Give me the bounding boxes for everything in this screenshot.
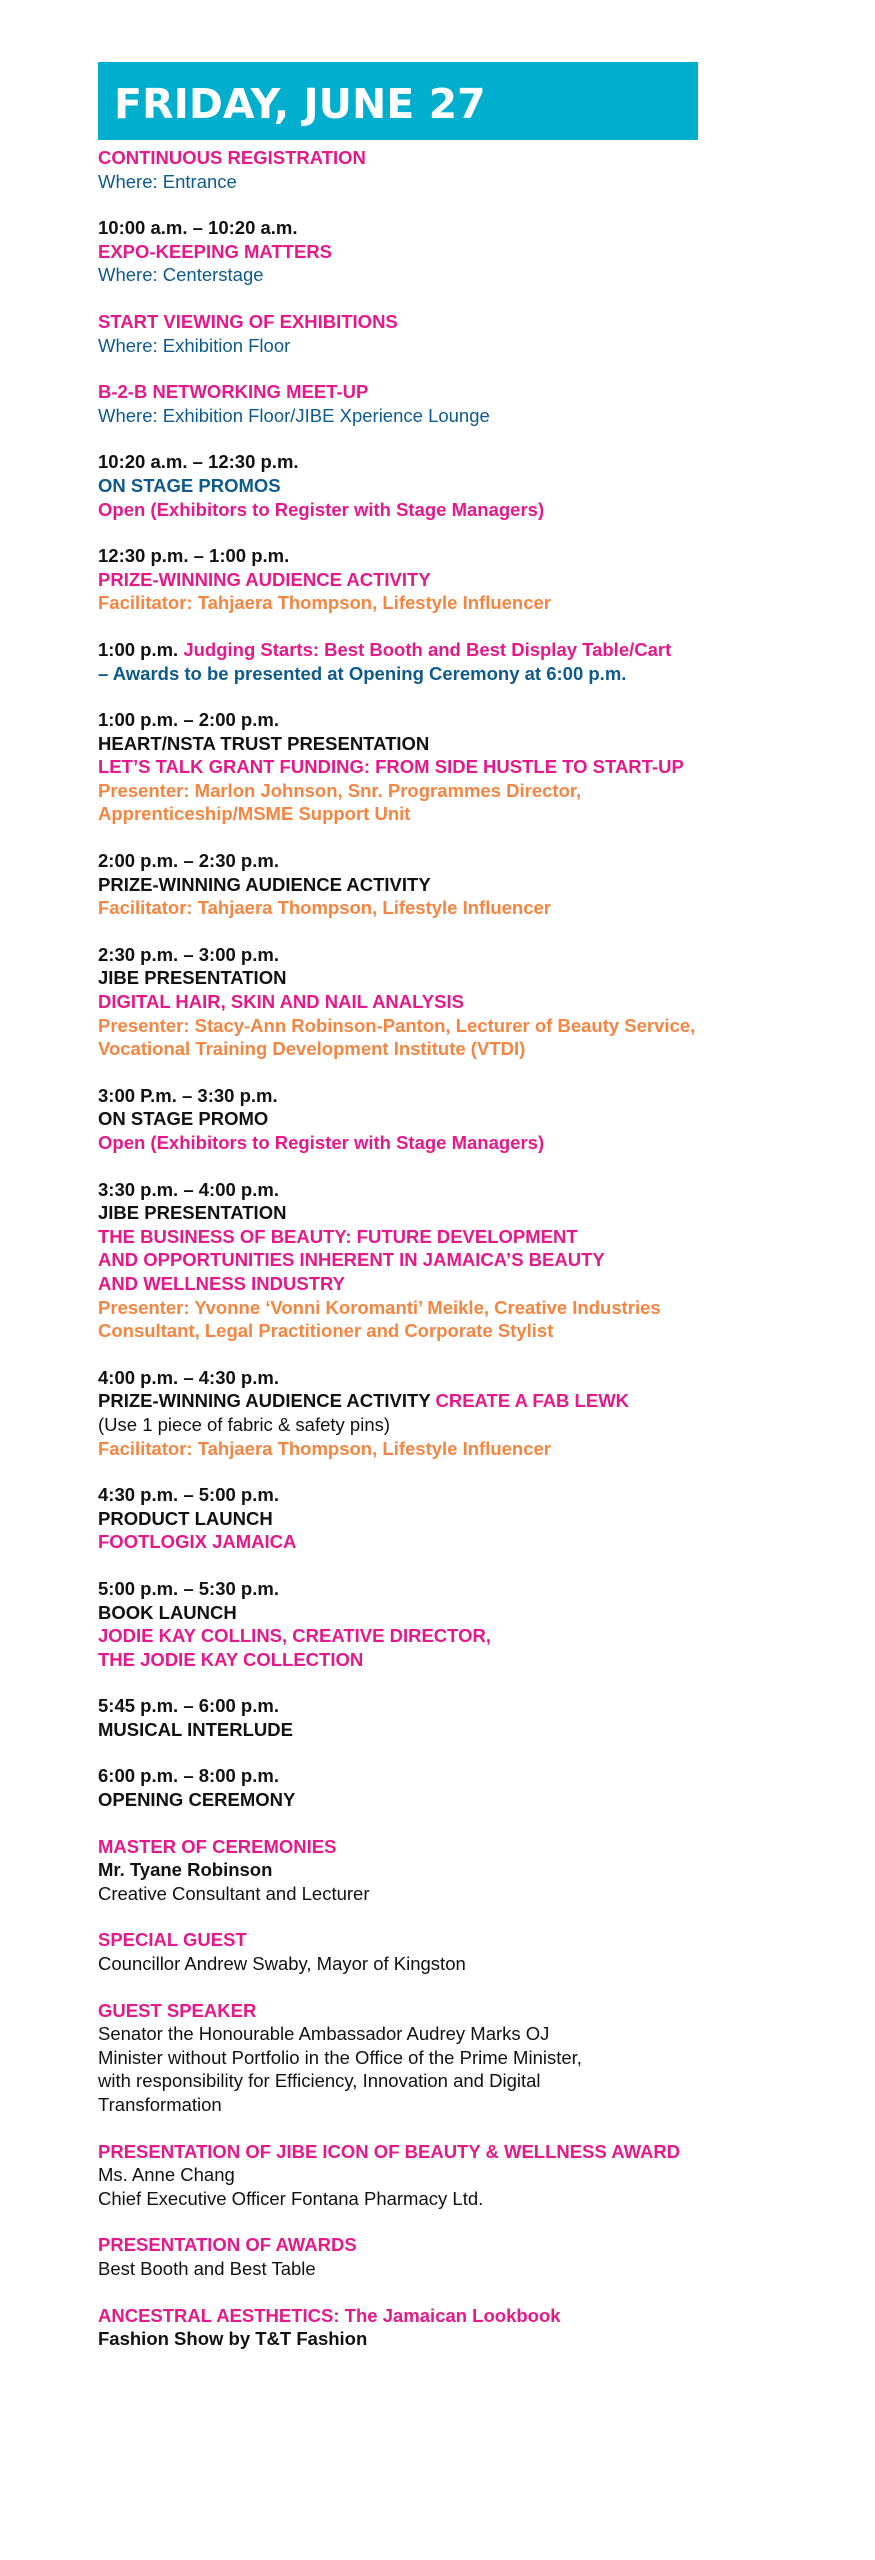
item-time: 10:20 a.m. – 12:30 p.m. [98,451,299,473]
item-location: Where: Exhibition Floor [98,334,291,356]
item-presenter-affiliation: Apprenticeship/MSME Support Unit [98,803,411,825]
item-title: JIBE PRESENTATION [98,967,287,989]
person-name: Mr. Tyane Robinson [98,1859,273,1881]
role-title: ANCESTRAL AESTHETICS: The Jamaican Lookbook [98,2304,561,2326]
item-title: PRODUCT LAUNCH [98,1507,273,1529]
item-note: (Use 1 piece of fabric & safety pins) [98,1413,391,1435]
person-role: Creative Consultant and Lecturer [98,1882,370,1904]
item-presenter: Presenter: Yvonne ‘Vonni Koromanti’ Meikle, Creative Industries [98,1296,661,1318]
person-name: Ms. Anne Chang [98,2164,235,2186]
item-title: ON STAGE PROMO [98,1108,269,1130]
schedule-item-prize-activity-2 [98,849,798,920]
schedule-item-jibe-presentation-1 [98,943,798,1061]
schedule-item-prize-activity-1 [98,544,798,615]
person-role: with responsibility for Efficiency, Innovation and Digital [98,2070,541,2092]
item-title: BOOK LAUNCH [98,1601,237,1623]
item-facilitator: Facilitator: Tahjaera Thompson, Lifestyle Influencer [98,1437,551,1459]
item-location: Where: Entrance [98,170,237,192]
item-time: 5:00 p.m. – 5:30 p.m. [98,1577,279,1599]
show-detail: Fashion Show by T&T Fashion [98,2328,368,2350]
schedule-item-viewing [98,310,798,357]
item-title: PRIZE-WINNING AUDIENCE ACTIVITY [98,1390,436,1412]
item-author: JODIE KAY COLLINS, CREATIVE DIRECTOR, [98,1625,492,1647]
item-title: OPENING CEREMONY [98,1789,296,1811]
item-time: 1:00 p.m. [98,638,184,660]
schedule-item-stage-promo-2 [98,1084,798,1155]
person-role: Chief Executive Officer Fontana Pharmacy Ltd. [98,2187,484,2209]
item-time: 5:45 p.m. – 6:00 p.m. [98,1695,279,1717]
item-time: 6:00 p.m. – 8:00 p.m. [98,1765,279,1787]
role-title: PRESENTATION OF AWARDS [98,2234,357,2256]
schedule-item-prize-activity-3 [98,1366,798,1460]
item-title: START VIEWING OF EXHIBITIONS [98,310,398,332]
item-title: HEART/NSTA TRUST PRESENTATION [98,732,430,754]
schedule-item-product-launch [98,1483,798,1554]
item-title: EXPO-KEEPING MATTERS [98,240,333,262]
item-note: Open (Exhibitors to Register with Stage Managers) [98,498,545,520]
item-topic: THE BUSINESS OF BEAUTY: FUTURE DEVELOPMENT [98,1225,578,1247]
schedule-item-opening-ceremony [98,1764,798,1811]
item-time: 4:00 p.m. – 4:30 p.m. [98,1366,279,1388]
schedule-item-judging [98,638,798,685]
item-title: CONTINUOUS REGISTRATION [98,147,366,168]
schedule-item-book-launch [98,1577,798,1671]
role-title: PRESENTATION OF JIBE ICON OF BEAUTY & WELLNESS AWARD [98,2140,681,2162]
schedule-item-b2b [98,380,798,427]
person-role: Transformation [98,2094,222,2115]
ceremony-master-of-ceremonies [98,1835,798,1906]
schedule-item-musical-interlude [98,1694,798,1741]
schedule-item-stage-promos [98,450,798,521]
item-time: 2:00 p.m. – 2:30 p.m. [98,850,279,872]
item-topic: AND WELLNESS INDUSTRY [98,1272,346,1294]
schedule-item-jibe-presentation-2 [98,1178,798,1343]
ceremony-fashion-show [98,2304,798,2351]
item-author-collection: THE JODIE KAY COLLECTION [98,1648,364,1670]
item-topic: LET’S TALK GRANT FUNDING: FROM SIDE HUSTLE TO START-UP [98,756,684,778]
item-time: 3:30 p.m. – 4:00 p.m. [98,1178,279,1200]
person-role: Minister without Portfolio in the Office of the Prime Minister, [98,2046,582,2068]
item-brand: FOOTLOGIX JAMAICA [98,1531,297,1553]
award-detail: Best Booth and Best Table [98,2257,316,2279]
item-time: 1:00 p.m. – 2:00 p.m. [98,709,279,731]
item-title: PRIZE-WINNING AUDIENCE ACTIVITY [98,568,431,590]
item-location: Where: Exhibition Floor/JIBE Xperience Lounge [98,404,490,426]
item-presenter: Presenter: Stacy-Ann Robinson-Panton, Lecturer of Beauty Service, [98,1014,696,1036]
ceremony-guest-speaker [98,1999,798,2117]
ceremony-awards [98,2233,798,2280]
item-time: 2:30 p.m. – 3:00 p.m. [98,943,279,965]
person-name: Councillor Andrew Swaby, Mayor of Kingston [98,1953,466,1975]
item-time: 12:30 p.m. – 1:00 p.m. [98,545,290,567]
item-title: PRIZE-WINNING AUDIENCE ACTIVITY [98,873,431,895]
ceremony-special-guest [98,1928,798,1975]
item-topic: DIGITAL HAIR, SKIN AND NAIL ANALYSIS [98,991,464,1013]
item-topic: AND OPPORTUNITIES INHERENT IN JAMAICA’S BEAUTY [98,1249,605,1271]
schedule-item-expo-keeping [98,216,798,287]
role-title: SPECIAL GUEST [98,1929,247,1951]
item-time: 4:30 p.m. – 5:00 p.m. [98,1484,279,1506]
item-note: – Awards to be presented at Opening Ceremony at 6:00 p.m. [98,662,627,684]
role-title: MASTER OF CEREMONIES [98,1835,337,1857]
item-facilitator: Facilitator: Tahjaera Thompson, Lifestyle Influencer [98,897,551,919]
schedule-item-registration [98,146,798,193]
item-title: B-2-B NETWORKING MEET-UP [98,381,369,403]
item-title: ON STAGE PROMOS [98,474,281,496]
item-location: Where: Centerstage [98,264,264,286]
item-time: 10:00 a.m. – 10:20 a.m. [98,217,298,239]
role-title: GUEST SPEAKER [98,1999,257,2021]
item-facilitator: Facilitator: Tahjaera Thompson, Lifestyle Influencer [98,592,551,614]
item-presenter: Presenter: Marlon Johnson, Snr. Programmes Director, [98,779,582,801]
item-note: Open (Exhibitors to Register with Stage Managers) [98,1132,545,1153]
day-header [98,62,698,140]
item-title: Judging Starts: Best Booth and Best Display Table/Cart [183,638,672,660]
schedule-item-heart-presentation [98,708,798,826]
item-title: MUSICAL INTERLUDE [98,1718,293,1740]
person-name: Senator the Honourable Ambassador Audrey Marks OJ [98,2023,550,2045]
schedule-page [98,62,798,2351]
item-presenter-affiliation: Vocational Training Development Institute (VTDI) [98,1038,526,1060]
ceremony-icon-award [98,2140,798,2211]
item-time: 3:00 P.m. – 3:30 p.m. [98,1084,278,1106]
item-topic: CREATE A FAB LEWK [435,1390,630,1412]
day-title: FRIDAY, JUNE 27 [114,80,486,128]
item-title: JIBE PRESENTATION [98,1202,287,1224]
item-presenter-affiliation: Consultant, Legal Practitioner and Corporate Stylist [98,1320,554,1342]
